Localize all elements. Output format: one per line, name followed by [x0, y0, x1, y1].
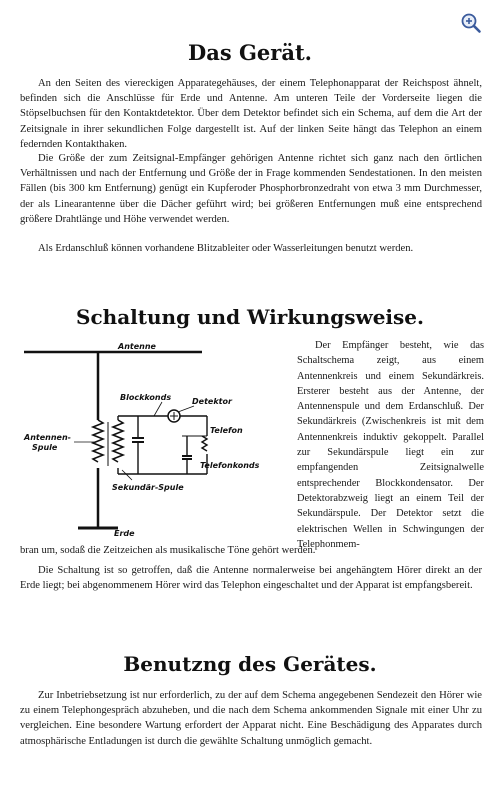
- telephone-coil: [202, 436, 207, 451]
- label-detektor: Detektor: [192, 397, 232, 406]
- section-title-benutzung: Benutzng des Gerätes.: [123, 652, 377, 676]
- label-sekundaer-spule: Sekundär-Spule: [112, 483, 184, 492]
- paragraph-erdanschluss: Als Erdanschluß können vorhandene Blitzableiter oder Wasserleitungen benutzt werden.: [38, 243, 414, 254]
- paragraph-empfaenger: Der Empfänger besteht, wie das Schaltschema zeigt, aus einem Antennenkreis und einem Sekundärkreis. Ersterer besteht aus der Antenne, der Antennenspule und dem Erdanschluß. Der Sekundärkreis (Zwischenkreis ist mit dem Antennenkreis induktiv gekoppelt. Parallel zur Sekundärspule liegt ein zur empfangenden Zeitsignalwelle entsprechender Blockkondensator. Der Detektorabzweig liegt an einem Teil der Sekundärspule. Der Detektor setzt die elektrischen Wellen in Schwingungen der Telephonmem-: [297, 340, 484, 550]
- label-blockkonds: Blockkonds: [120, 393, 172, 402]
- paragraph-antenne: Die Größe der zum Zeitsignal-Empfänger gehörigen Antenne richtet sich ganz nach den örtlichen Verhältnissen und nach der Entfernung und Größe der in Frage kommenden Sendestationen. In den meisten Fällen (bis 300 km Entfernung) genügt ein Kupferoder Phosphorbronzedraht von etwa 3 mm Durchmesser, der als Linearantenne über die Dächer geführt wird; bei größeren Entfernungen muß eine entsprechend größere Drahtlänge und Höhe verwendet werden.: [20, 153, 482, 225]
- label-antenne: Antenne: [118, 342, 156, 351]
- label-antennen-spule-2: Spule: [32, 443, 58, 452]
- antenna-coil: [93, 420, 103, 462]
- section-title-schaltung: Schaltung und Wirkungsweise.: [76, 305, 424, 329]
- zoom-in-icon: [460, 12, 482, 34]
- circuit-schematic: [22, 340, 292, 540]
- paragraph-inbetriebsetzung: Zur Inbetriebsetzung ist nur erforderlich, zu der auf dem Schema angegebenen Sendezeit den Hörer wie zu einem Telephongespräch abzuheben, und die nach dem Schema ankommenden Signale mit einer Uhr zu vergleichen. Eine besondere Wartung erfordert der Apparat nicht. Eine Beschädigung des Apparates durch atmosphärische Entladungen ist durch die gewählte Schaltung unmöglich gemacht.: [20, 690, 482, 747]
- paragraph-anschluesse: An den Seiten des viereckigen Apparategehäuses, der einem Telephonapparat der Reichspost ähnelt, befinden sich die Anschlüsse für Erde und Antenne. Am unteren Teile der Vorderseite liegen die Stöpselbuchsen für den Kontaktdetektor. Über dem Detektor befindet sich ein Schema, auf dem die Art der Zeitsignale in ihrer sekundlichen Folge dargestellt ist. Auf der linken Seite hängt das Telephon an einem federnden Kontakthaken.: [20, 78, 482, 150]
- label-erde: Erde: [114, 529, 135, 538]
- paragraph-empfaenger-continued: bran um, sodaß die Zeitzeichen als musikalische Töne gehört werden.: [20, 545, 316, 556]
- zoom-in-button[interactable]: [460, 12, 482, 34]
- label-antennen-spule-1: Antennen-: [24, 433, 71, 442]
- label-telefonkonds: Telefonkonds: [200, 461, 260, 470]
- paragraph-schaltung: Die Schaltung ist so getroffen, daß die Antenne normalerweise bei angehängtem Hörer direkt an der Erde liegt; bei abgenommenem Hörer wird das Telephon eingeschaltet und der Apparat ist empfangsbereit.: [20, 565, 482, 592]
- label-telefon: Telefon: [210, 426, 243, 435]
- section-title-geraet: Das Gerät.: [188, 40, 312, 65]
- secondary-coil: [113, 420, 123, 462]
